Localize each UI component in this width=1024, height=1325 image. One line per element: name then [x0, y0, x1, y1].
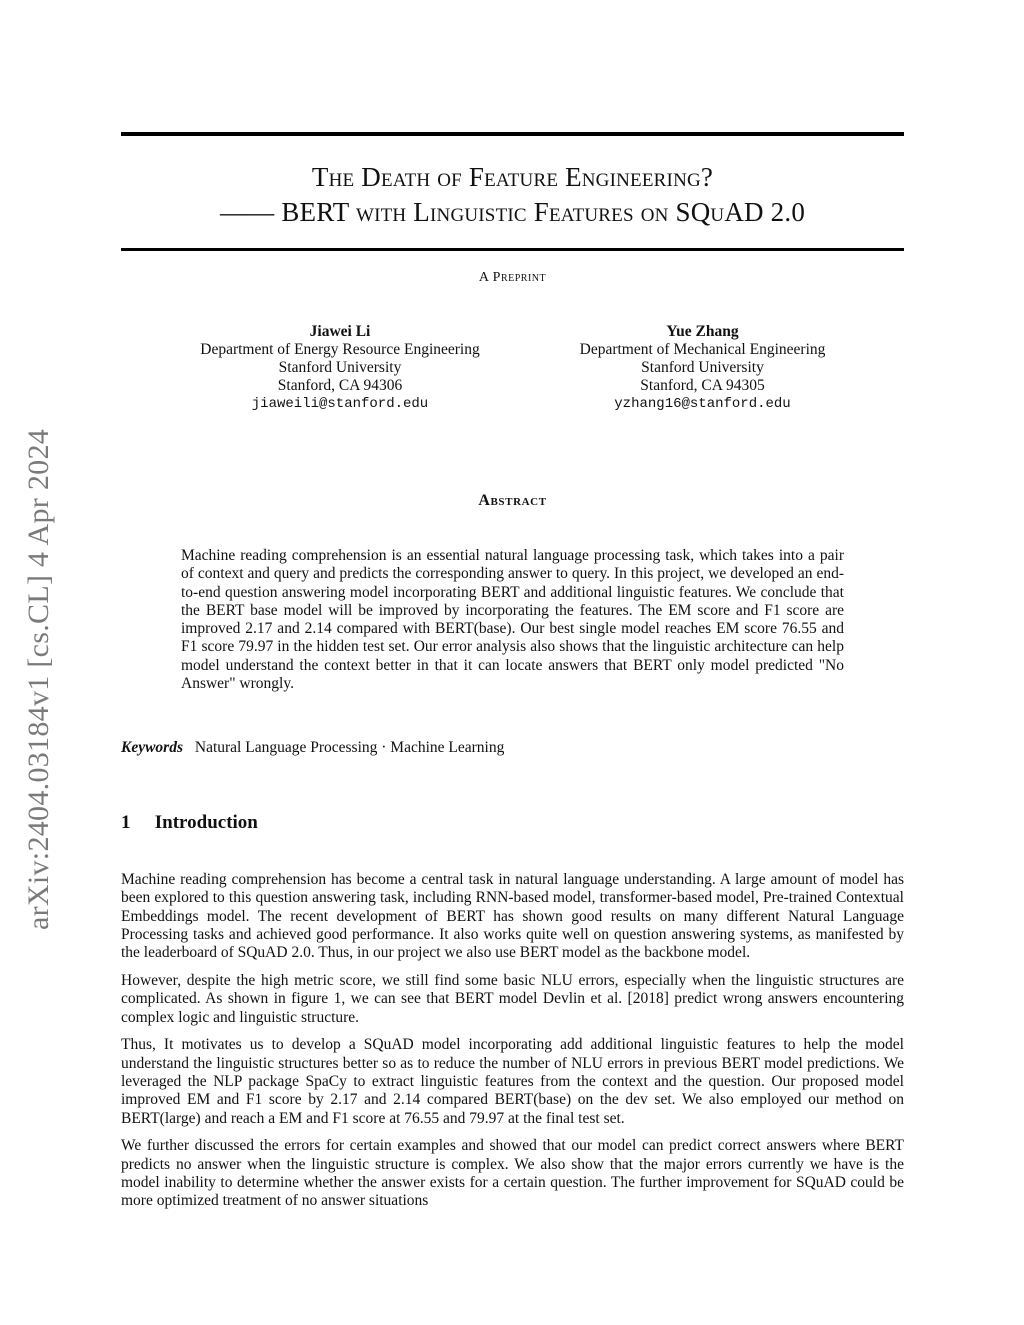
author-department: Department of Mechanical Engineering [579, 341, 826, 358]
keywords-text: Natural Language Processing · Machine Learning [194, 739, 505, 756]
author-email[interactable]: yzhang16@stanford.edu [614, 396, 791, 412]
paper-title-line-1: The Death of Feature Engineering? [311, 162, 714, 192]
author-university: Stanford University [641, 359, 764, 376]
paragraph: We further discussed the errors for certain examples and showed that our model can predict correct answers where BERT predicts no answer when the linguistic structure is complex. We also show that the major errors currently we have is the model inability to determine whether the answer exists for a certain question. The further improvement for SQuAD could be more optimized treatment of no answer situations [121, 1137, 904, 1210]
paragraph: Machine reading comprehension has become a central task in natural language understanding. A large amount of model has been explored to this question answering task, including RNN-based model, transformer-based model, Pre-trained Contextual Embeddings model. The recent development of BERT has shown good results on many different Natural Language Processing tasks and achieved good performance. It also works quite well on question answering systems, as manifested by the leaderboard of SQuAD 2.0. Thus, in our project we also use BERT model as the backbone model. [121, 871, 904, 962]
author-location: Stanford, CA 94306 [277, 377, 403, 394]
preprint-label: A Preprint [478, 270, 547, 285]
title-top-rule [121, 132, 904, 136]
keywords-line [121, 739, 904, 757]
title-bottom-rule [121, 248, 904, 251]
paragraph: However, despite the high metric score, we still find some basic NLU errors, especially when the linguistic structures are complicated. As shown in figure 1, we can see that BERT model Devlin et al. [2018] predict wrong answers encountering complex logic and linguistic structure. [121, 971, 904, 1026]
author-name: Jiawei Li [309, 323, 371, 340]
section-heading-introduction [121, 812, 258, 834]
keywords-label: Keywords [121, 739, 183, 756]
author-name: Yue Zhang [666, 323, 739, 340]
author-department: Department of Energy Resource Engineering [200, 341, 480, 358]
author-email[interactable]: jiaweili@stanford.edu [251, 396, 429, 412]
arxiv-side-stamp: arXiv:2404.03184v1 [cs.CL] 4 Apr 2024 [22, 428, 55, 930]
section-title: Introduction [154, 812, 258, 833]
paragraph: Thus, It motivates us to develop a SQuAD model incorporating add additional linguistic features to help the model understand the linguistic structures better so as to reduce the number of NLU errors in previous BERT model predictions. We leveraged the NLP package SpaCy to extract linguistic features from the context and the question. Our proposed model improved EM and F1 score by 2.17 and 2.14 compared BERT(base) on the dev set. We also employed our method on BERT(large) and reach a EM and F1 score at 76.55 and 79.97 at the final test set. [121, 1036, 904, 1127]
abstract-heading: Abstract [478, 492, 547, 509]
author-university: Stanford University [278, 359, 402, 376]
author-location: Stanford, CA 94305 [640, 377, 765, 394]
author-block-2 [545, 323, 860, 413]
abstract-text: Machine reading comprehension is an essential natural language processing task, which takes into a pair of context and query and predicts the corresponding answer to query. In this project, we developed an end-to-end question answering model incorporating BERT and additional linguistic features. We conclude that the BERT base model will be improved by incorporating the features. The EM score and F1 score are improved 2.17 and 2.14 compared with BERT(base). Our best single model reaches EM score 76.55 and F1 score 79.97 in the hidden test set. Our error analysis also shows that the linguistic architecture can help model understand the context better in that it can locate answers that BERT only model predicted "No Answer" wrongly. [181, 547, 844, 693]
introduction-body [121, 871, 904, 1220]
author-block-1 [180, 323, 500, 413]
paper-title-line-2: —— BERT with Linguistic Features on SQuAD 2.0 [219, 197, 806, 227]
section-number: 1 [121, 812, 131, 833]
